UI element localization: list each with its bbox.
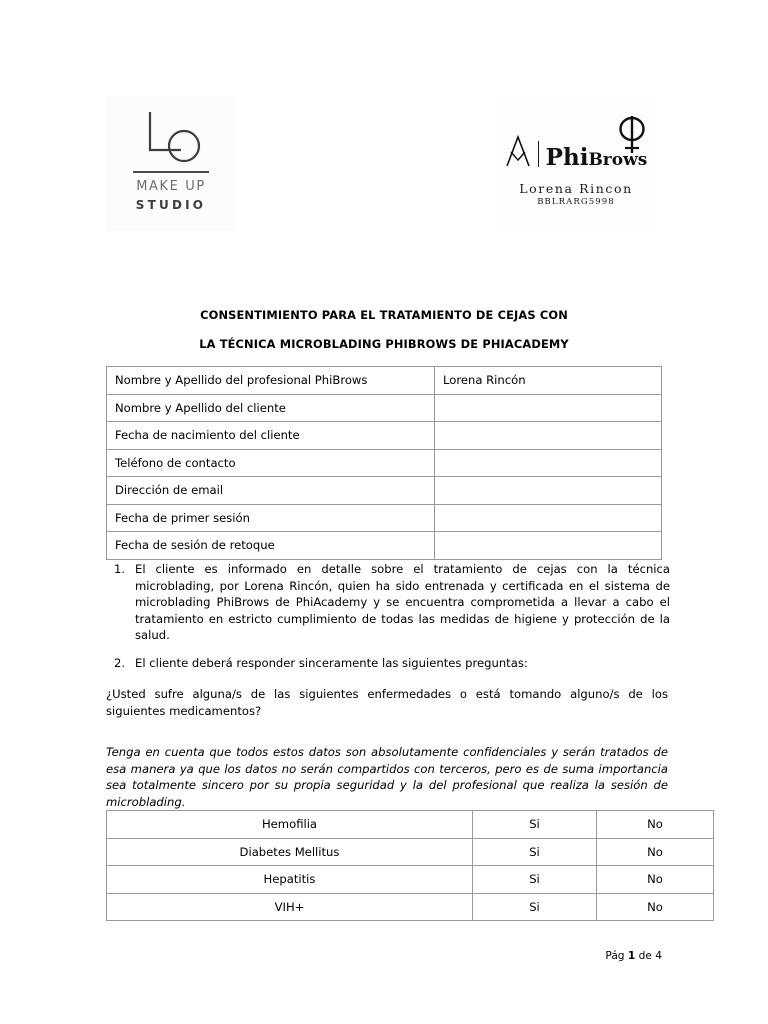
- phibrows-divider: [538, 141, 539, 167]
- lo-monogram-icon: [134, 108, 208, 168]
- health-conditions-table: [106, 810, 714, 921]
- table-row: [107, 394, 662, 422]
- info-label: Nombre y Apellido del cliente: [107, 394, 435, 422]
- list-item: [106, 561, 670, 644]
- makeup-studio-logo: [106, 96, 236, 231]
- client-info-table: [106, 366, 662, 560]
- table-row: [107, 811, 714, 839]
- footer-prefix: Pág: [605, 950, 628, 962]
- table-row: [107, 504, 662, 532]
- confidentiality-paragraph: Tenga en cuenta que todos estos datos son absolutamente confidenciales y serán tratados de esa manera ya que los datos no serán compartidos con terceros, pero es de suma importancia sea totalmente sincero por su propia seguridad y la del profesional que realiza la sesión de microblading.: [106, 745, 668, 810]
- info-value[interactable]: [435, 477, 662, 505]
- client-info-table-body: [107, 367, 662, 560]
- clause-list: [106, 561, 670, 671]
- table-row: [107, 893, 714, 921]
- condition-yes-option[interactable]: Si: [473, 838, 597, 866]
- info-value[interactable]: [435, 532, 662, 560]
- clause-text: El cliente deberá responder sinceramente las siguientes preguntas:: [135, 655, 528, 670]
- condition-name: Hepatitis: [107, 866, 473, 894]
- phibrows-brand-text: [546, 146, 648, 169]
- title-line-2: LA TÉCNICA MICROBLADING PHIBROWS DE PHIACADEMY: [199, 337, 569, 352]
- info-label: Fecha de nacimiento del cliente: [107, 422, 435, 450]
- phibrows-brows: Brows: [588, 150, 648, 170]
- table-row: [107, 838, 714, 866]
- phibrows-artist-code: BBLRARG5998: [537, 197, 615, 207]
- condition-yes-option[interactable]: Si: [473, 811, 597, 839]
- condition-no-option[interactable]: No: [597, 866, 714, 894]
- info-value[interactable]: [435, 422, 662, 450]
- info-label: Fecha de sesión de retoque: [107, 532, 435, 560]
- info-label: Nombre y Apellido del profesional PhiBrows: [107, 367, 435, 395]
- makeup-studio-line-1: MAKE UP: [136, 178, 206, 194]
- info-value[interactable]: Lorena Rincón: [435, 367, 662, 395]
- condition-no-option[interactable]: No: [597, 811, 714, 839]
- condition-name: Hemofilia: [107, 811, 473, 839]
- info-value[interactable]: [435, 394, 662, 422]
- health-conditions-table-body: [107, 811, 714, 921]
- phibrows-logo: [497, 96, 655, 231]
- info-value[interactable]: [435, 449, 662, 477]
- clause-text: El cliente es informado en detalle sobre el tratamiento de cejas con la técnica microblading, por Lorena Rincón, quien ha sido entrenada y certificada en el sistema de microblading PhiBrows de PhiAcademy y se encuentra comprometida a llevar a cabo el tratamiento en estricto cumplimiento de todas las medidas de higiene y protección de la salud.: [135, 562, 670, 643]
- table-row: [107, 422, 662, 450]
- logo-divider-rule: [133, 171, 209, 173]
- info-label: Dirección de email: [107, 477, 435, 505]
- footer-page-number: 1: [627, 950, 636, 962]
- condition-yes-option[interactable]: Si: [473, 866, 597, 894]
- makeup-studio-line-2: STUDIO: [135, 197, 207, 212]
- table-row: [107, 477, 662, 505]
- page-footer: [0, 950, 662, 962]
- info-value[interactable]: [435, 504, 662, 532]
- phibrows-phi: Phi: [545, 144, 589, 171]
- logo-row: [0, 96, 768, 236]
- condition-yes-option[interactable]: Si: [473, 893, 597, 921]
- list-item: [106, 655, 670, 672]
- table-row: [107, 866, 714, 894]
- table-row: [107, 449, 662, 477]
- health-question-paragraph: ¿Usted sufre alguna/s de las siguientes enfermedades o está tomando alguno/s de los siguientes medicamentos?: [106, 687, 668, 718]
- condition-name: VIH+: [107, 893, 473, 921]
- phibrows-wordmark: [505, 114, 648, 170]
- info-label: Teléfono de contacto: [107, 449, 435, 477]
- condition-name: Diabetes Mellitus: [107, 838, 473, 866]
- document-title: [0, 310, 768, 351]
- phi-symbol-icon: [615, 115, 649, 155]
- clause-number: 2.: [113, 655, 125, 670]
- title-line-1: CONSENTIMIENTO PARA EL TRATAMIENTO DE CEJAS CON: [200, 308, 568, 322]
- condition-no-option[interactable]: No: [597, 893, 714, 921]
- table-row: [107, 532, 662, 560]
- phi-a-icon: [505, 134, 531, 168]
- footer-suffix: de 4: [635, 950, 662, 962]
- clause-number: 1.: [113, 562, 125, 576]
- phibrows-artist-name: Lorena Rincon: [519, 181, 633, 196]
- table-row: [107, 367, 662, 395]
- info-label: Fecha de primer sesión: [107, 504, 435, 532]
- condition-no-option[interactable]: No: [597, 838, 714, 866]
